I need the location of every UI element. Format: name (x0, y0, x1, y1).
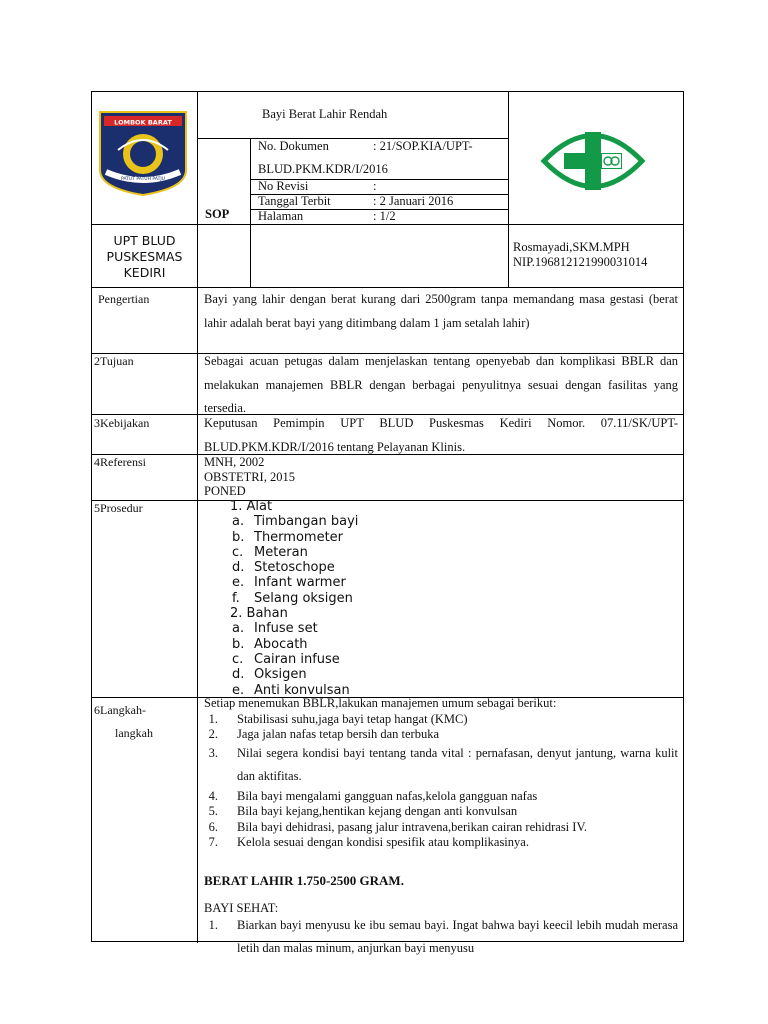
svg-text:PATUT PATUH PATJU: PATUT PATUH PATJU (121, 177, 165, 182)
row-prosedur (92, 501, 683, 697)
langkah-subheading: BAYI SEHAT: (204, 901, 279, 915)
prosedur-item: f. Selang oksigen (232, 590, 353, 606)
referensi-item: MNH, 2002 (204, 455, 265, 469)
prosedur-item: d. Oksigen (232, 667, 307, 683)
langkah-intro: Setiap menemukan BBLR,lakukan manajemen umum sebagai berikut: (204, 696, 557, 710)
document-header (92, 92, 683, 287)
label-langkah: 6Langkah- langkah (94, 703, 153, 740)
row-tujuan (92, 354, 683, 414)
row-kebijakan (92, 415, 683, 454)
langkah-heading: BERAT LAHIR 1.750-2500 GRAM. (204, 872, 404, 888)
langkah-step: 6. Bila bayi dehidrasi, pasang jalur intravena,berikan cairan rehidrasi IV. (208, 819, 587, 834)
prosedur-item: b. Thermometer (232, 529, 344, 545)
prosedur-item: a. Timbangan bayi (232, 514, 359, 530)
langkah-step: 3. Nilai segera kondisi bayi tentang tanda vital : pernafasan, denyut jantung, warna kulit dan aktifitas. (208, 745, 678, 783)
prosedur-item: a. Infuse set (232, 621, 318, 637)
svg-text:LOMBOK BARAT: LOMBOK BARAT (114, 118, 172, 127)
langkah-step: 5. Bila bayi kejang,hentikan kejang dengan anti konvulsan (208, 804, 518, 818)
row-pengertian (92, 288, 683, 353)
field-no-revisi-value: : (373, 179, 377, 193)
field-no-dokumen-label: No. Dokumen (258, 139, 329, 153)
langkah-step: 7. Kelola sesuai dengan kondisi spesifik atau komplikasinya. (208, 835, 529, 849)
signer-nip: NIP.196812121990031014 (513, 255, 648, 269)
row-langkah (92, 696, 683, 955)
sop-label: SOP (205, 207, 230, 221)
field-no-dokumen-cont: BLUD.PKM.KDR/I/2016 (258, 162, 388, 176)
field-tanggal-terbit-value: : 2 Januari 2016 (373, 194, 454, 208)
referensi-item: OBSTETRI, 2015 (204, 469, 295, 484)
prosedur-group-title: 1. Alat (230, 499, 273, 514)
prosedur-item: e. Infant warmer (232, 575, 346, 591)
prosedur-item: e. Anti konvulsan (232, 682, 350, 698)
field-halaman-label: Halaman (258, 209, 304, 223)
label-prosedur: 5Prosedur (94, 501, 143, 515)
organization-name: UPT BLUD PUSKESMAS KEDIRI (106, 233, 183, 280)
sop-document (91, 91, 684, 955)
field-halaman-value: : 1/2 (373, 209, 396, 223)
label-tujuan: 2Tujuan (94, 354, 134, 368)
label-referensi: 4Referensi (94, 455, 146, 469)
prosedur-item: d. Stetoschope (232, 560, 335, 576)
prosedur-item: c. Meteran (232, 544, 308, 560)
langkah-step: 1. Stabilisasi suhu,jaga bayi tetap hangat (KMC) (208, 711, 468, 726)
text-kebijakan: Keputusan Pemimpin UPT BLUD Puskesmas Kediri Nomor. 07.11/SK/UPT-BLUD.PKM.KDR/I/2016 tentang Pelayanan Klinis. (204, 416, 678, 454)
prosedur-item: b. Abocath (232, 636, 308, 652)
prosedur-list (204, 499, 678, 698)
field-tanggal-terbit-label: Tanggal Terbit (258, 194, 331, 208)
label-kebijakan: 3Kebijakan (94, 416, 150, 430)
field-no-dokumen-value: : 21/SOP.KIA/UPT- (373, 139, 473, 153)
langkah-sehat-step: 1. Biarkan bayi menyusu ke ibu semau bayi. Ingat bahwa bayi keecil lebih mudah merasa letih dan malas minum, anjurkan bayi menyusu (208, 917, 678, 955)
prosedur-item: c. Cairan infuse (232, 651, 340, 667)
langkah-step: 2. Jaga jalan nafas tetap bersih dan terbuka (208, 727, 439, 741)
langkah-content (204, 696, 678, 961)
text-pengertian: Bayi yang lahir dengan berat kurang dari 2500gram tanpa memandang masa gestasi (berat lahir adalah berat bayi yang ditimbang dalam 1 jam setalah lahir) (204, 292, 678, 330)
lombok-barat-emblem-icon (98, 110, 188, 196)
referensi-list (204, 455, 678, 499)
document-title: Bayi Berat Lahir Rendah (262, 107, 388, 121)
prosedur-group-title: 2. Bahan (230, 606, 288, 622)
text-tujuan: Sebagai acuan petugas dalam menjelaskan tentang openyebab dan komplikasi BBLR dan melakukan manajemen BBLR dengan berbagai penyulitnya sesuai dengan fasilitas yang tersedia. (204, 354, 678, 415)
field-no-revisi-label: No Revisi (258, 179, 309, 193)
langkah-step: 4. Bila bayi mengalami gangguan nafas,kelola gangguan nafas (208, 788, 538, 803)
row-referensi (92, 455, 683, 500)
referensi-item: PONED (204, 484, 246, 498)
signer-name: Rosmayadi,SKM.MPH (513, 240, 630, 254)
label-pengertian: Pengertian (98, 292, 150, 306)
puskesmas-cross-logo-icon (540, 122, 646, 200)
